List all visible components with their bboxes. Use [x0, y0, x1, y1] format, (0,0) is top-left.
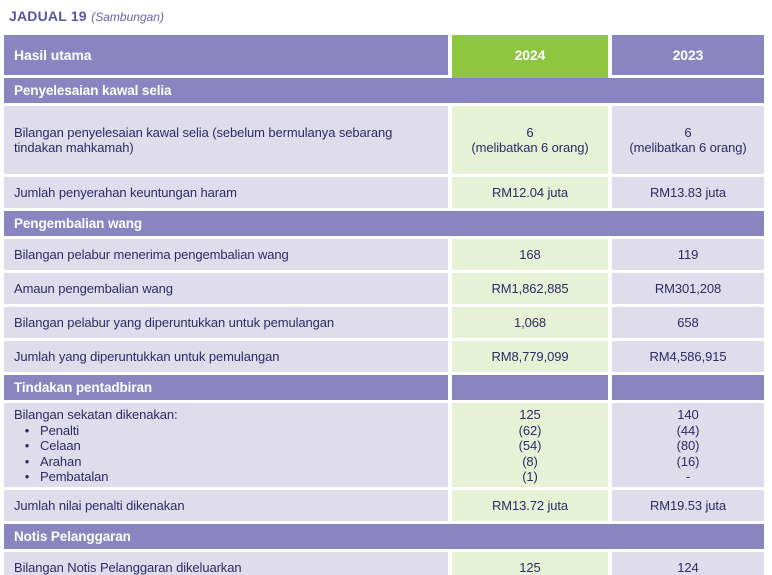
table-row [4, 403, 764, 487]
value-2023: RM4,586,915 [612, 341, 764, 372]
value-line: (melibatkan 6 orang) [629, 140, 747, 155]
value-2023 [612, 106, 764, 174]
value-line: (44) [676, 422, 700, 438]
section-heading-row [4, 375, 764, 400]
section-heading: Penyelesaian kawal selia [4, 78, 764, 103]
value-line: 140 [677, 407, 699, 422]
section-heading-row [4, 524, 764, 549]
bullet-icon: • [24, 422, 30, 438]
row-label: Jumlah nilai penalti dikenakan [4, 490, 448, 521]
value-2024 [452, 403, 608, 487]
value-2024: RM13.72 juta [452, 490, 608, 521]
value-line: (melibatkan 6 orang) [471, 140, 589, 155]
value-line: 6 [526, 124, 534, 140]
header-2023: 2023 [612, 35, 764, 75]
table-row [4, 341, 764, 372]
report-table [0, 32, 768, 575]
value-2024: RM8,779,099 [452, 341, 608, 372]
value-line: (16) [676, 453, 700, 469]
value-line: (1) [522, 469, 538, 484]
table-row [4, 106, 764, 174]
section-heading: Pengembalian wang [4, 211, 764, 236]
section-heading: Notis Pelanggaran [4, 524, 764, 549]
row-label: Amaun pengembalian wang [4, 273, 448, 304]
value-2023: 119 [612, 239, 764, 270]
table-row [4, 239, 764, 270]
value-2024: 125 [452, 552, 608, 575]
value-line: (80) [676, 438, 700, 453]
value-line: - [685, 469, 691, 484]
page-title [4, 4, 768, 32]
row-label: Bilangan pelabur menerima pengembalian wang [4, 239, 448, 270]
bullet-item-label: Celaan [40, 438, 81, 453]
section-heading: Tindakan pentadbiran [4, 375, 448, 400]
row-label: Jumlah penyerahan keuntungan haram [4, 177, 448, 208]
value-2023 [612, 403, 764, 487]
value-2023: RM13.83 juta [612, 177, 764, 208]
value-2023: RM301,208 [612, 273, 764, 304]
row-label: Bilangan Notis Pelanggaran dikeluarkan [4, 552, 448, 575]
header-hasil-utama: Hasil utama [4, 35, 448, 75]
table-header-row [4, 35, 764, 75]
table-row [4, 177, 764, 208]
bullet-item [14, 423, 440, 439]
value-2024: RM1,862,885 [452, 273, 608, 304]
section-heading-row [4, 211, 764, 236]
bullet-item-label: Penalti [40, 422, 80, 438]
bullet-item-label: Pembatalan [40, 469, 109, 484]
value-2024 [452, 106, 608, 174]
section-heading-row [4, 78, 764, 103]
row-label-heading: Bilangan sekatan dikenakan: [14, 407, 178, 422]
value-line: (8) [522, 453, 538, 469]
row-label: Bilangan penyelesaian kawal selia (sebelum bermulanya sebarang tindakan mahkamah) [4, 106, 448, 174]
value-line: (62) [518, 422, 542, 438]
row-label: Bilangan pelabur yang diperuntukkan untuk pemulangan [4, 307, 448, 338]
bullet-item [14, 469, 440, 485]
value-2023: 658 [612, 307, 764, 338]
bullet-item-label: Arahan [40, 453, 82, 469]
table-row [4, 307, 764, 338]
table-row [4, 273, 764, 304]
row-label: Jumlah yang diperuntukkan untuk pemulangan [4, 341, 448, 372]
value-2024: RM12.04 juta [452, 177, 608, 208]
bullet-icon: • [24, 438, 30, 453]
value-line: 6 [684, 124, 692, 140]
value-line: 125 [519, 407, 541, 422]
table-number: JADUAL 19 [9, 8, 87, 24]
section-heading-spacer-2024 [452, 375, 608, 400]
value-2024: 1,068 [452, 307, 608, 338]
value-line: (54) [518, 438, 542, 453]
row-label [4, 403, 448, 487]
value-2023: 124 [612, 552, 764, 575]
value-2023: RM19.53 juta [612, 490, 764, 521]
bullet-icon: • [24, 469, 30, 484]
table-row [4, 552, 764, 575]
header-2024: 2024 [452, 35, 608, 75]
table-row [4, 490, 764, 521]
table-continuation-note: (Sambungan) [91, 10, 164, 24]
bullet-item [14, 454, 440, 470]
bullet-item [14, 438, 440, 454]
value-2024: 168 [452, 239, 608, 270]
section-heading-spacer-2023 [612, 375, 764, 400]
bullet-icon: • [24, 453, 30, 469]
